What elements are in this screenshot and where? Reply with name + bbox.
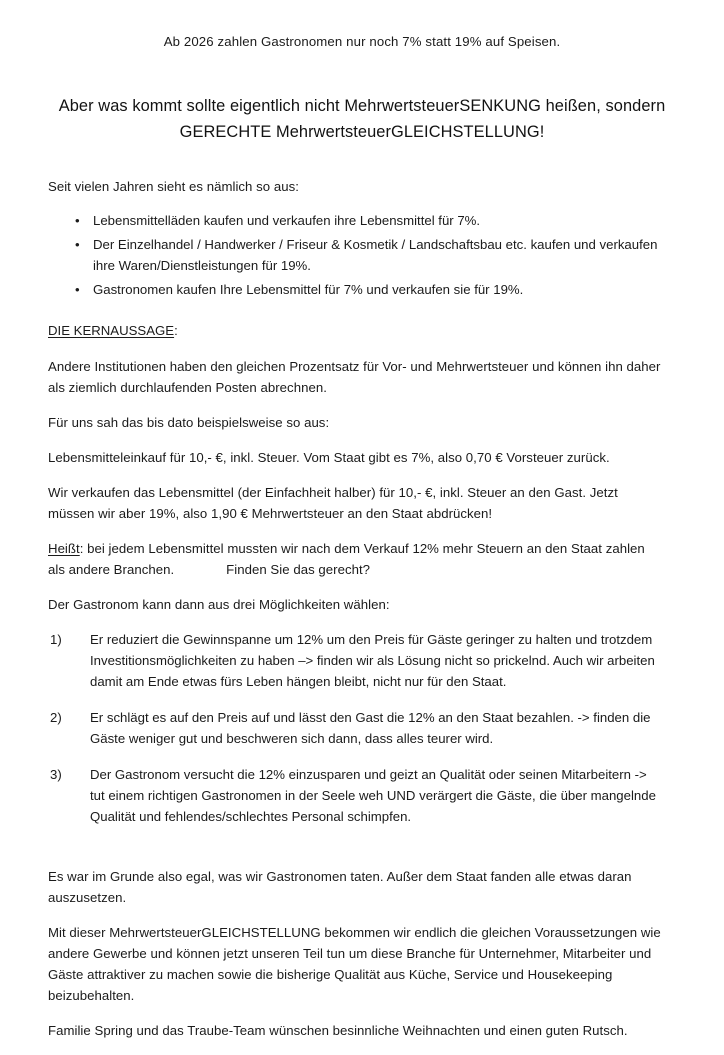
bullet-marker-icon: • xyxy=(75,282,80,297)
kernaussage-colon: : xyxy=(174,323,178,338)
list-item xyxy=(48,210,664,231)
list-item-text: Er schlägt es auf den Preis auf und lässt den Gast die 12% an den Staat bezahlen. -> finden die Gäste weniger gut und beschweren sich dann, dass alles teurer wird. xyxy=(90,710,651,746)
kernaussage-heading xyxy=(48,320,664,341)
list-item-text: Er reduziert die Gewinnspanne um 12% um den Preis für Gäste geringer zu halten und trotzdem Investitionsmöglichkeiten zu haben –> finden wir als Lösung nicht so prickelnd. Auch wir arbeiten damit am Ende etwas fürs Leben hängen bleibt, nicht nur für den Staat. xyxy=(90,632,655,689)
list-item xyxy=(48,234,664,276)
bullet-marker-icon: • xyxy=(75,237,80,252)
headline-line-1: Aber was kommt sollte eigentlich nicht MehrwertsteuerSENKUNG heißen, sondern xyxy=(58,97,666,115)
list-item xyxy=(48,707,664,749)
list-item xyxy=(48,279,664,300)
heisst-rest: : bei jedem Lebensmittel mussten wir nach dem Verkauf 12% mehr Steuern an den Staat zahlen als andere Branchen. xyxy=(48,541,645,577)
heisst-label: Heißt xyxy=(48,541,80,556)
lede-line: Ab 2026 zahlen Gastronomen nur noch 7% statt 19% auf Speisen. xyxy=(163,34,561,49)
options-numbered-list xyxy=(48,629,664,827)
paragraph-institutionen: Andere Institutionen haben den gleichen Prozentsatz für Vor- und Mehrwertsteuer und können ihn daher als ziemlich durchlaufenden Posten abrechnen. xyxy=(48,359,661,395)
headline-line-2: GERECHTE MehrwertsteuerGLEICHSTELLUNG! xyxy=(179,123,545,141)
paragraph-gleichstellung: Mit dieser MehrwertsteuerGLEICHSTELLUNG bekommen wir endlich die gleichen Voraussetzungen wie andere Gewerbe und können jetzt unseren Teil tun um diese Branche für Unternehmer, Mitarbeiter und Gäste attraktiver zu machen sowie die bisherige Qualität aus Küche, Service und Housekeeping beizubehalten. xyxy=(48,925,661,1003)
intro-paragraph: Seit vielen Jahren sieht es nämlich so aus: xyxy=(48,179,299,194)
document-body xyxy=(48,176,664,1055)
paragraph-heisst xyxy=(48,538,664,580)
kernaussage-label: DIE KERNAUSSAGE xyxy=(48,323,175,338)
list-item xyxy=(48,629,664,692)
list-item-text: Der Einzelhandel / Handwerker / Friseur & Kosmetik / Landschaftsbau etc. kaufen und verkaufen ihre Waren/Dienstleistungen für 19%. xyxy=(93,237,658,273)
list-item-text: Gastronomen kaufen Ihre Lebensmittel für 7% und verkaufen sie für 19%. xyxy=(93,282,524,297)
list-item-number: 2) xyxy=(50,710,62,725)
closing-greeting: Familie Spring und das Traube-Team wünschen besinnliche Weihnachten und einen guten Rutsch. xyxy=(48,1023,628,1038)
bullet-marker-icon: • xyxy=(75,213,80,228)
paragraph-einkauf: Lebensmitteleinkauf für 10,- €, inkl. Steuer. Vom Staat gibt es 7%, also 0,70 € Vorsteuer zurück. xyxy=(48,450,610,465)
headline xyxy=(48,93,676,145)
list-item-text: Der Gastronom versucht die 12% einzusparen und geizt an Qualität oder seinen Mitarbeitern -> tut einem richtigen Gastronomen in der Seele weh UND verärgert die Gäste, die über mangelnde Qualität und fehlendes/schlechtes Personal schimpfen. xyxy=(90,767,656,824)
list-item-number: 1) xyxy=(50,632,62,647)
paragraph-bis-dato: Für uns sah das bis dato beispielsweise so aus: xyxy=(48,415,330,430)
practice-bullet-list xyxy=(48,210,664,300)
list-item xyxy=(48,764,664,827)
list-item-text: Lebensmittelläden kaufen und verkaufen ihre Lebensmittel für 7%. xyxy=(93,213,481,228)
paragraph-egal: Es war im Grunde also egal, was wir Gastronomen taten. Außer dem Staat fanden alle etwas daran auszusetzen. xyxy=(48,869,632,905)
paragraph-drei-moeglichkeiten: Der Gastronom kann dann aus drei Möglichkeiten wählen: xyxy=(48,597,390,612)
heisst-question: Finden Sie das gerecht? xyxy=(226,562,371,577)
paragraph-verkauf: Wir verkaufen das Lebensmittel (der Einfachheit halber) für 10,- €, inkl. Steuer an den Gast. Jetzt müssen wir aber 19%, also 1,90 € Mehrwertsteuer an den Staat abdrücken! xyxy=(48,485,618,521)
section-spacer xyxy=(48,842,664,866)
list-item-number: 3) xyxy=(50,767,62,782)
